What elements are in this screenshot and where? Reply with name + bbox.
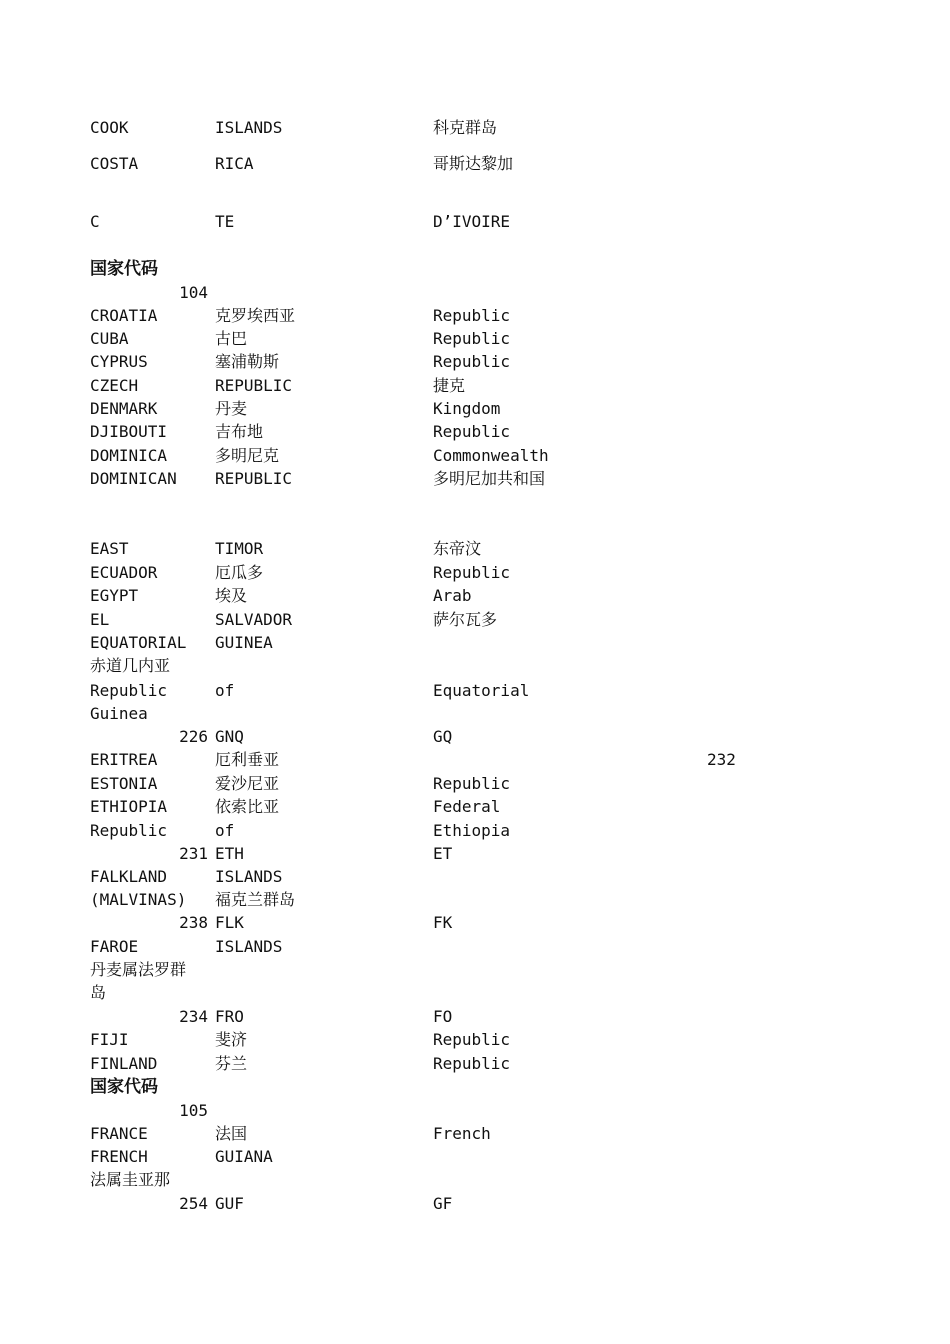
column-1-text: DOMINICA — [90, 446, 168, 465]
column-1-text: CUBA — [90, 329, 129, 348]
column-3-text: Republic — [433, 1030, 511, 1049]
column-2-text: RICA — [215, 154, 254, 173]
column-2-text: 厄瓜多 — [215, 563, 264, 582]
column-1-text: CYPRUS — [90, 352, 148, 371]
table-row — [0, 1193, 950, 1215]
table-row — [0, 351, 950, 373]
column-2-text: TIMOR — [215, 539, 264, 558]
table-row — [0, 1053, 950, 1075]
table-row — [0, 936, 950, 958]
table-row — [0, 538, 950, 560]
table-row — [0, 562, 950, 584]
column-2-text: 依索比亚 — [215, 797, 280, 816]
column-2-text: GNQ — [215, 727, 244, 746]
section-heading-row — [0, 1076, 950, 1098]
column-3-text: 捷克 — [433, 376, 466, 395]
column-2-text: TE — [215, 212, 235, 231]
table-row — [0, 1100, 950, 1122]
column-2-text: 古巴 — [215, 329, 248, 348]
table-row — [0, 820, 950, 842]
column-2-text: ISLANDS — [215, 118, 283, 137]
column-1-text: EAST — [90, 539, 129, 558]
column-1-text: Republic — [90, 821, 168, 840]
column-1-text: ESTONIA — [90, 774, 158, 793]
column-2-text: 丹麦 — [215, 399, 248, 418]
table-row — [0, 305, 950, 327]
column-1-text: CROATIA — [90, 306, 158, 325]
table-row — [0, 866, 950, 888]
section-heading: 国家代码 — [90, 1077, 158, 1097]
table-row — [0, 773, 950, 795]
column-1-text: EGYPT — [90, 586, 139, 605]
column-2-text: GUF — [215, 1194, 244, 1213]
column-2-text: 芬兰 — [215, 1054, 248, 1073]
column-3-text: 科克群岛 — [433, 118, 498, 137]
column-3-text: GF — [433, 1194, 453, 1213]
table-row — [0, 632, 950, 654]
table-row — [0, 912, 950, 934]
column-1-text: EL — [90, 610, 110, 629]
country-number: 226 — [179, 727, 208, 746]
column-3-text: FO — [433, 1007, 453, 1026]
column-2-text: ISLANDS — [215, 937, 283, 956]
column-2-text: 吉布地 — [215, 422, 264, 441]
table-row — [0, 889, 950, 911]
column-1-text: (MALVINAS) — [90, 890, 187, 909]
column-2-text: GUIANA — [215, 1147, 273, 1166]
column-1-text: Guinea — [90, 704, 148, 723]
column-3-text: Commonwealth — [433, 446, 549, 465]
column-1-text: 岛 — [90, 983, 107, 1002]
column-3-text: Republic — [433, 774, 511, 793]
country-number: 104 — [179, 283, 208, 302]
column-1-text: 丹麦属法罗群 — [90, 960, 187, 979]
column-1-text: ECUADOR — [90, 563, 158, 582]
column-1-text: FRENCH — [90, 1147, 148, 1166]
table-row — [0, 421, 950, 443]
column-3-text: Equatorial — [433, 681, 530, 700]
column-1-text: COSTA — [90, 154, 139, 173]
table-row — [0, 655, 950, 677]
column-3-text: GQ — [433, 727, 453, 746]
column-2-text: GUINEA — [215, 633, 273, 652]
column-3-text: Arab — [433, 586, 472, 605]
column-3-text: Republic — [433, 352, 511, 371]
table-row — [0, 153, 950, 175]
column-2-text: 爱沙尼亚 — [215, 774, 280, 793]
column-3-text: FK — [433, 913, 453, 932]
table-row — [0, 1146, 950, 1168]
column-1-text: DOMINICAN — [90, 469, 177, 488]
column-2-text: of — [215, 821, 235, 840]
table-row — [0, 1123, 950, 1145]
column-2-text: 法国 — [215, 1124, 248, 1143]
table-row — [0, 982, 950, 1004]
column-1-text: EQUATORIAL — [90, 633, 187, 652]
column-3-text: ET — [433, 844, 453, 863]
column-1-text: ERITREA — [90, 750, 158, 769]
column-1-text: COOK — [90, 118, 129, 137]
table-row — [0, 796, 950, 818]
column-3-text: French — [433, 1124, 491, 1143]
table-row — [0, 282, 950, 304]
column-1-text: CZECH — [90, 376, 139, 395]
column-2-text: REPUBLIC — [215, 376, 293, 395]
table-row — [0, 585, 950, 607]
table-row — [0, 703, 950, 725]
table-row — [0, 1029, 950, 1051]
column-1-text: FAROE — [90, 937, 139, 956]
country-number: 238 — [179, 913, 208, 932]
column-3-text: Republic — [433, 306, 511, 325]
table-row — [0, 843, 950, 865]
column-1-text: ETHIOPIA — [90, 797, 168, 816]
column-2-text: 厄利垂亚 — [215, 750, 280, 769]
column-3-text: Kingdom — [433, 399, 501, 418]
country-number: 254 — [179, 1194, 208, 1213]
column-3-text: Republic — [433, 422, 511, 441]
column-2-text: 埃及 — [215, 586, 248, 605]
column-1-text: 法属圭亚那 — [90, 1170, 171, 1189]
column-2-text: ISLANDS — [215, 867, 283, 886]
table-row — [0, 445, 950, 467]
column-2-text: 多明尼克 — [215, 446, 280, 465]
column-3-text: Republic — [433, 563, 511, 582]
table-row — [0, 398, 950, 420]
column-2-text: FLK — [215, 913, 244, 932]
column-1-text: FIJI — [90, 1030, 129, 1049]
column-3-text: Republic — [433, 329, 511, 348]
column-2-text: ETH — [215, 844, 244, 863]
column-1-text: C — [90, 212, 100, 231]
column-3-text: Ethiopia — [433, 821, 511, 840]
column-3-text: D’IVOIRE — [433, 212, 511, 231]
column-3-text: 多明尼加共和国 — [433, 469, 546, 488]
column-1-text: DENMARK — [90, 399, 158, 418]
table-row — [0, 468, 950, 490]
table-row — [0, 375, 950, 397]
table-row — [0, 328, 950, 350]
country-number: 234 — [179, 1007, 208, 1026]
column-2-text: REPUBLIC — [215, 469, 293, 488]
table-row — [0, 749, 950, 771]
column-1-text: FINLAND — [90, 1054, 158, 1073]
column-1-text: FRANCE — [90, 1124, 148, 1143]
column-2-text: 塞浦勒斯 — [215, 352, 280, 371]
table-row — [0, 680, 950, 702]
table-row — [0, 609, 950, 631]
column-3-text: 哥斯达黎加 — [433, 154, 514, 173]
column-3-text: 萨尔瓦多 — [433, 610, 498, 629]
column-2-text: 斐济 — [215, 1030, 248, 1049]
column-2-text: SALVADOR — [215, 610, 293, 629]
column-3-text: 东帝汶 — [433, 539, 482, 558]
table-row — [0, 726, 950, 748]
column-2-text: 克罗埃西亚 — [215, 306, 296, 325]
column-3-text: Republic — [433, 1054, 511, 1073]
column-2-text: 福克兰群岛 — [215, 890, 296, 909]
column-3-text: Federal — [433, 797, 501, 816]
table-row — [0, 117, 950, 139]
table-row — [0, 211, 950, 233]
section-heading-row — [0, 258, 950, 280]
column-1-text: Republic — [90, 681, 168, 700]
section-heading: 国家代码 — [90, 259, 158, 279]
column-4-text: 232 — [707, 750, 736, 769]
column-1-text: DJIBOUTI — [90, 422, 168, 441]
column-1-text: FALKLAND — [90, 867, 168, 886]
country-number: 231 — [179, 844, 208, 863]
table-row — [0, 1006, 950, 1028]
column-2-text: FRO — [215, 1007, 244, 1026]
table-row — [0, 1169, 950, 1191]
column-1-text: 赤道几内亚 — [90, 656, 171, 675]
column-2-text: of — [215, 681, 235, 700]
table-row — [0, 959, 950, 981]
country-number: 105 — [179, 1101, 208, 1120]
